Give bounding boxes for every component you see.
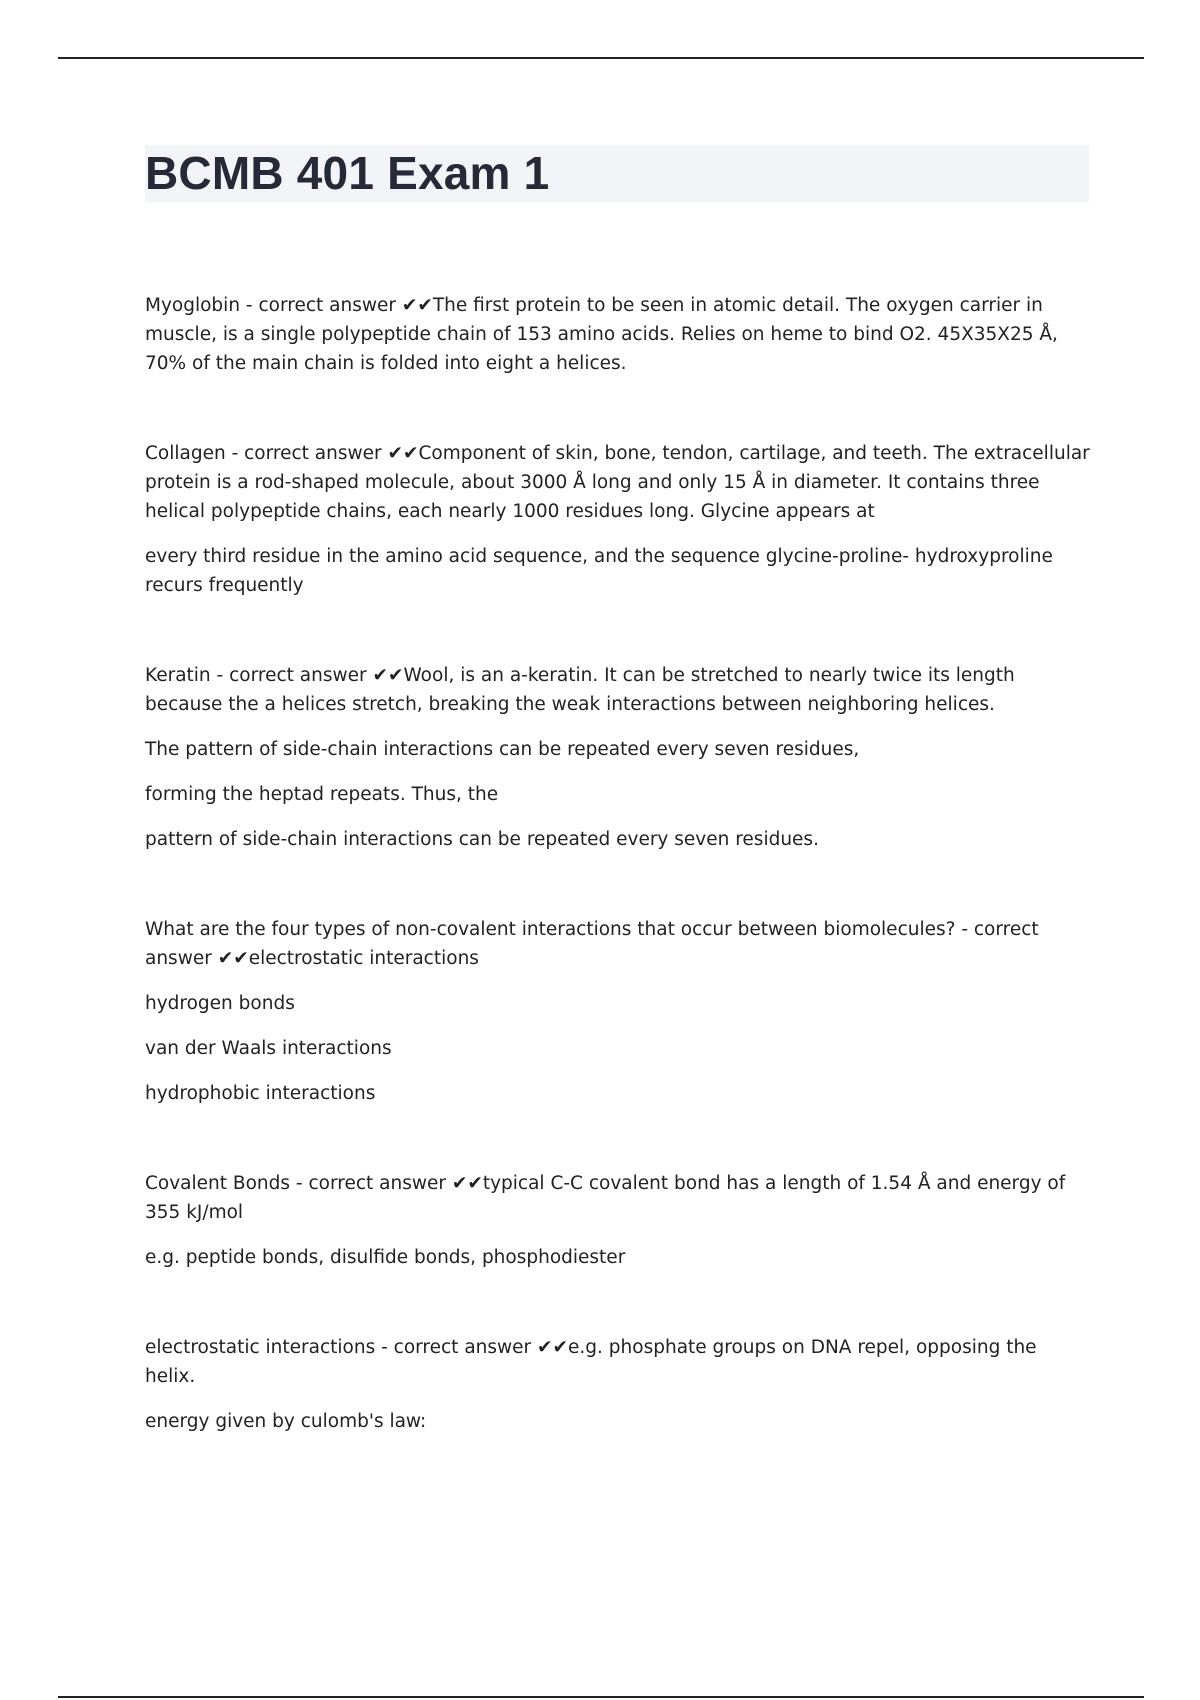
entry-answer: The first protein to be seen in atomic detail. The oxygen carrier in muscle, is a single polypeptide chain of 153 amino acids. Relies on heme to bind O2. 45X35X25 Å, 70% of the main chain is folded into eight a helices. [145, 295, 1058, 374]
check-mark-icon: ✔✔ [387, 443, 419, 464]
entry-separator: - correct answer [210, 665, 373, 686]
entry-extra-line: pattern of side-chain interactions can be repeated every seven residues. [145, 829, 819, 850]
check-mark-icon: ✔✔ [451, 1173, 483, 1194]
entry-first-line [145, 439, 1090, 526]
entry-first-line [145, 1333, 1090, 1391]
page-title: BCMB 401 Exam 1 [145, 147, 550, 199]
check-mark-icon: ✔✔ [372, 665, 404, 686]
entry-first-line [145, 291, 1090, 378]
flashcard-entry [145, 291, 1090, 378]
check-mark-icon: ✔✔ [537, 1337, 569, 1358]
entry-extra-line: e.g. peptide bonds, disulfide bonds, phosphodiester [145, 1247, 626, 1268]
flashcard-entry [145, 915, 1090, 1108]
entry-extra-line: energy given by culomb's law: [145, 1411, 427, 1432]
entry-term: electrostatic interactions [145, 1337, 376, 1358]
entry-extra-line: The pattern of side-chain interactions can be repeated every seven residues, [145, 739, 860, 760]
entry-answer: typical C-C covalent bond has a length of 1.54 Å and energy of 355 kJ/mol [145, 1173, 1066, 1223]
bottom-rule [58, 1696, 1144, 1698]
entry-answer: electrostatic interactions [248, 948, 479, 969]
flashcard-entry [145, 1333, 1090, 1436]
entry-extra-line: hydrogen bonds [145, 993, 295, 1014]
entry-extra-line: forming the heptad repeats. Thus, the [145, 784, 499, 805]
entry-term: Covalent Bonds [145, 1173, 291, 1194]
entry-separator: - correct answer [375, 1337, 538, 1358]
check-mark-icon: ✔✔ [401, 295, 433, 316]
flashcard-entry [145, 1169, 1090, 1272]
entry-answer: e.g. phosphate groups on DNA repel, opposing the helix. [145, 1337, 1037, 1387]
top-rule [58, 57, 1144, 59]
entry-answer: Wool, is an a-keratin. It can be stretched to nearly twice its length because the a helices stretch, breaking the weak interactions between neighboring helices. [145, 665, 1015, 715]
entry-answer: Component of skin, bone, tendon, cartilage, and teeth. The extracellular protein is a rod-shaped molecule, about 3000 Å long and only 15 Å in diameter. It contains three helical polypeptide chains, each nearly 1000 residues long. Glycine appears at [145, 443, 1090, 522]
entry-term: Myoglobin [145, 295, 241, 316]
entry-first-line [145, 1169, 1090, 1227]
entry-extra-line: van der Waals interactions [145, 1038, 392, 1059]
check-mark-icon: ✔✔ [217, 948, 249, 969]
entry-term: Collagen [145, 443, 226, 464]
entry-extra-line: hydrophobic interactions [145, 1083, 376, 1104]
entry-term: What are the four types of non-covalent interactions that occur between biomolecules? [145, 919, 956, 940]
entry-separator: - correct answer [240, 295, 402, 316]
entry-separator: - correct answer [145, 919, 1039, 969]
entry-first-line [145, 661, 1090, 719]
flashcard-entry [145, 439, 1090, 600]
flashcard-list [145, 291, 1090, 1497]
entry-separator: - correct answer [290, 1173, 452, 1194]
entry-term: Keratin [145, 665, 211, 686]
flashcard-entry [145, 661, 1090, 854]
entry-first-line [145, 915, 1090, 973]
entry-separator: - correct answer [225, 443, 388, 464]
entry-extra-line: every third residue in the amino acid sequence, and the sequence glycine-proline- hydroxyproline recurs frequently [145, 546, 1053, 596]
